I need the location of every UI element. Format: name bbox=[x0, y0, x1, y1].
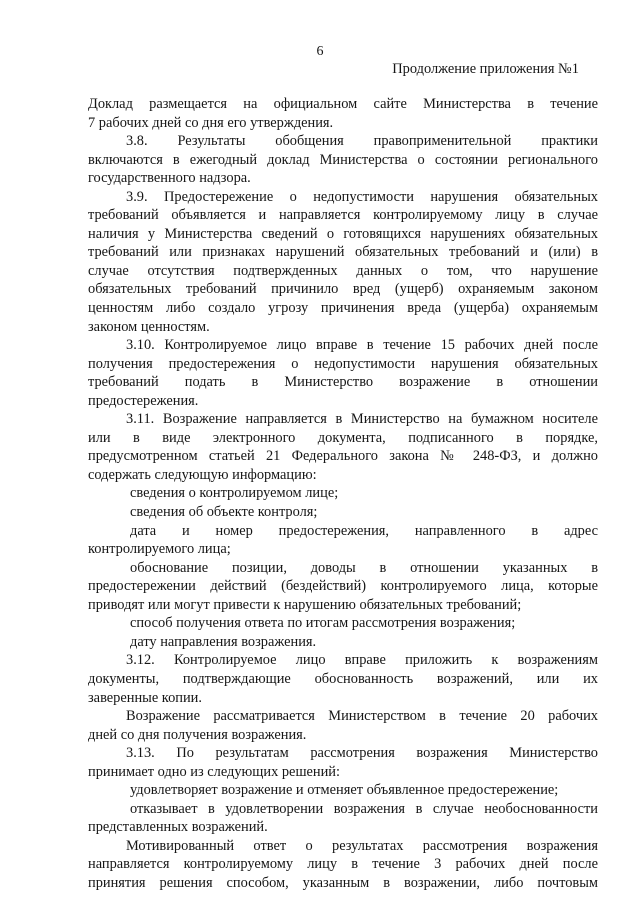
text-line: способ получения ответа по итогам рассмотрения возражения; bbox=[130, 615, 516, 632]
text-line: обязательных требований причинило вред (ущерб) охраняемым законом bbox=[88, 281, 598, 298]
text-line: законом ценностям. bbox=[88, 318, 210, 335]
text-line: содержать следующую информацию: bbox=[88, 466, 317, 483]
text-line: предостережении действий (бездействий) контролируемого лица, которые bbox=[88, 578, 598, 595]
text-line: дату направления возражения. bbox=[130, 633, 317, 650]
text-line: контролируемого лица; bbox=[88, 541, 231, 558]
text-line: дней со дня получения возражения. bbox=[88, 726, 307, 743]
text-line: получения предостережения о недопустимости нарушения обязательных bbox=[88, 355, 598, 372]
text-line: сведения об объекте контроля; bbox=[130, 504, 318, 521]
text-line: направляется контролируемому лицу в течение 3 рабочих дней после bbox=[88, 856, 598, 873]
text-line: требований или признаках нарушений обязательных требований и (или) в bbox=[88, 244, 598, 261]
text-line: принимает одно из следующих решений: bbox=[88, 763, 341, 780]
text-line: 3.13. По результатам рассмотрения возражения Министерство bbox=[126, 745, 598, 762]
text-line: 3.9. Предостережение о недопустимости нарушения обязательных bbox=[126, 188, 598, 205]
text-line: обоснование позиции, доводы в отношении указанных в bbox=[130, 559, 598, 576]
text-line: 3.10. Контролируемое лицо вправе в течение 15 рабочих дней после bbox=[126, 337, 598, 354]
text-line: ценностям либо создало угрозу причинения вреда (ущерба) охраняемым bbox=[88, 300, 598, 317]
text-line: удовлетворяет возражение и отменяет объявленное предостережение; bbox=[130, 782, 559, 799]
text-line: отказывает в удовлетворении возражения в случае необоснованности bbox=[130, 800, 598, 817]
text-line: государственного надзора. bbox=[88, 170, 251, 187]
appendix-header: Продолжение приложения №1 bbox=[392, 61, 579, 77]
text-line: приводят или могут привести к нарушению обязательных требований; bbox=[88, 596, 522, 613]
text-line: 3.12. Контролируемое лицо вправе приложить к возражениям bbox=[126, 652, 598, 669]
text-line: Доклад размещается на официальном сайте Министерства в течение bbox=[88, 96, 598, 112]
text-line: включаются в ежегодный доклад Министерства о состоянии регионального bbox=[88, 151, 598, 168]
page-number: 6 bbox=[316, 44, 324, 59]
text-line: предусмотренном статьей 21 Федерального закона № 248-ФЗ, и должно bbox=[88, 448, 598, 465]
text-line: дата и номер предостережения, направленного в адрес bbox=[130, 522, 598, 539]
text-line: 3.11. Возражение направляется в Министерство на бумажном носителе bbox=[126, 411, 598, 428]
text-line: предостережения. bbox=[88, 392, 199, 409]
document-body bbox=[88, 95, 598, 893]
text-line: требований подать в Министерство возражение в отношении bbox=[88, 374, 598, 391]
text-line: представленных возражений. bbox=[88, 819, 268, 836]
text-line: случае отсутствия подтвержденных данных о том, что нарушение bbox=[88, 262, 598, 279]
text-line: требований объявляется и направляется контролируемому лицу в случае bbox=[88, 207, 598, 224]
text-line: документы, подтверждающие обоснованность возражений, или их bbox=[88, 670, 598, 687]
text-line: Возражение рассматривается Министерством в течение 20 рабочих bbox=[126, 708, 598, 725]
text-line: 7 рабочих дней со дня его утверждения. bbox=[88, 114, 334, 131]
text-line: сведения о контролируемом лице; bbox=[130, 485, 339, 502]
text-line: или в виде электронного документа, подписанного в порядке, bbox=[88, 429, 598, 446]
text-line: заверенные копии. bbox=[88, 689, 202, 706]
text-line: Мотивированный ответ о результатах рассмотрения возражения bbox=[126, 837, 598, 854]
text-line: 3.8. Результаты обобщения правоприменительной практики bbox=[126, 133, 598, 150]
text-line: принятия решения способом, указанным в возражении, либо почтовым bbox=[88, 874, 598, 891]
text-line: наличия у Министерства сведений о готовящихся нарушениях обязательных bbox=[88, 225, 598, 242]
